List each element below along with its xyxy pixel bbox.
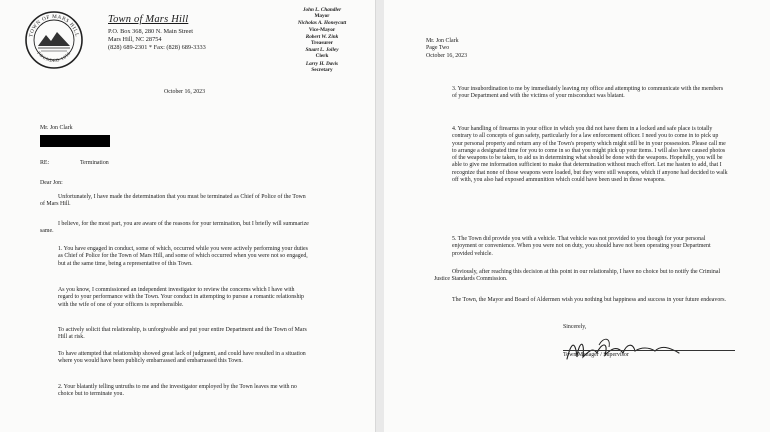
address-line-2: Mars Hill, NC 28754 xyxy=(108,36,162,43)
redacted-address xyxy=(40,135,110,147)
paragraph: 1. You have engaged in conduct, some of which, occurred while you were actively performing your duties as Chief of Police for the Town of Mars Hill, and some of which occurred when you were not so engaged, but at the same time, being a representative of this Town. xyxy=(58,246,308,267)
officer-name: Larry H. Davis xyxy=(305,60,339,67)
seal-text-bottom: FOUNDED 1856 xyxy=(36,50,72,64)
subject-value: Termination xyxy=(80,160,109,166)
officer-role: Treasurer xyxy=(311,40,333,47)
paragraph: 5. The Town did provide you with a vehicle. That vehicle was not provided to you though for your personal enjoyment or convenience. When you were not on duty, you should have not been operating your Department provided vehicle. xyxy=(452,236,711,257)
recipient-name: Mr. Jon Clark xyxy=(426,38,459,44)
svg-text:TOWN OF MARS HILL xyxy=(28,14,80,38)
officer-name: Nicholas A. Honeycutt xyxy=(297,20,347,27)
signature-line xyxy=(563,350,735,351)
paragraph: 4. Your handling of firearms in your office in which you did not have them in a locked and safe place is totally contrary to all concepts of gun safety, particularly for a law enforcement officer. I need you to come in to pick up your personal property and return any of the Town's property which might still be in your possession. Please call me to arrange a designated time for you to come in so that you might pick up your items. I will also have caused photos of the weapons to be taken, to aid us in determining what should be done with the weapons. Hopefully, you will be able to give me information sufficient to make that determination without much effort. Let me hasten to add, that I recognize that none of those weapons were loaded, but they were still weapons, which if anyone had decided to walk off with, you also had exposed ammunition which could have been used in those weapons. xyxy=(452,126,728,184)
address-line-1: P.O. Box 368, 280 N. Main Street xyxy=(108,28,194,35)
page-label: Page Two xyxy=(426,45,450,52)
paragraph: 3. Your insubordination to me by immediately leaving my office and attempting to communicate with the members of your Department and with the victims of your misconduct was blatant. xyxy=(452,86,724,100)
page-gap xyxy=(376,0,384,432)
letter-page-one xyxy=(0,0,376,432)
page-two-header xyxy=(426,38,467,60)
officer-role: Secretary xyxy=(311,66,333,73)
paragraph: I believe, for the most part, you are aware of the reasons for your termination, but I briefly will summarize same. xyxy=(40,221,309,235)
letter-date: October 16, 2023 xyxy=(164,89,206,95)
paragraph: 2. Your blatantly telling untruths to me and the investigator employed by the Town leaves me with no choice but to terminate you. xyxy=(58,384,297,398)
paragraph: Obviously, after reaching this decision at this point in our relationship, I have no choice but to notify the Criminal Justice Standards Commission. xyxy=(434,269,721,283)
seal-text-top: TOWN OF MARS HILL xyxy=(28,13,80,38)
svg-text:FOUNDED 1856 xyxy=(36,50,71,63)
officer-role: Mayor xyxy=(314,13,330,20)
closing: Sincerely, xyxy=(563,324,587,330)
officer-role: Clerk xyxy=(315,53,329,60)
signature-title: Town Manager / Supervisor xyxy=(563,352,629,358)
officer-role: Vice-Mayor xyxy=(308,26,336,33)
salutation: Dear Jon: xyxy=(40,180,63,186)
town-seal-icon xyxy=(24,10,84,70)
town-name: Town of Mars Hill xyxy=(108,14,189,25)
officer-name: Robert W. Zink xyxy=(305,33,339,40)
officers-list xyxy=(279,7,365,74)
recipient-name: Mr. Jon Clark xyxy=(40,125,73,131)
paragraph: To have attempted that relationship showed great lack of judgment, and could have resulted in a situation where you would have been publicly embarrassed and embarrassed this Town. xyxy=(58,351,306,365)
subject-label: RE: xyxy=(40,160,50,166)
paragraph: To actively solicit that relationship, is unforgivable and put your entire Department and the Town of Mars Hill at risk. xyxy=(58,327,307,341)
letterhead xyxy=(108,16,268,52)
paragraph: As you know, I commissioned an independent investigator to review the concerns which I have with regard to your performance with the Town. Your conduct in attempting to pursue a romantic relationship with the wife of one of your officers is reprehensible. xyxy=(58,287,305,308)
phone-fax: (828) 689-2301 * Fax: (828) 689-3333 xyxy=(108,44,206,51)
letter-date: October 16, 2023 xyxy=(426,52,468,59)
officer-name: Stuart L. Jolley xyxy=(305,47,339,54)
letter-page-two xyxy=(384,0,770,432)
paragraph: The Town, the Mayor and Board of Aldermen wish you nothing but happiness and success in your future endeavors. xyxy=(452,297,726,303)
paragraph: Unfortunately, I have made the determination that you must be terminated as Chief of Police of the Town of Mars Hill. xyxy=(40,194,306,208)
officer-name: John L. Chandler xyxy=(302,7,342,13)
